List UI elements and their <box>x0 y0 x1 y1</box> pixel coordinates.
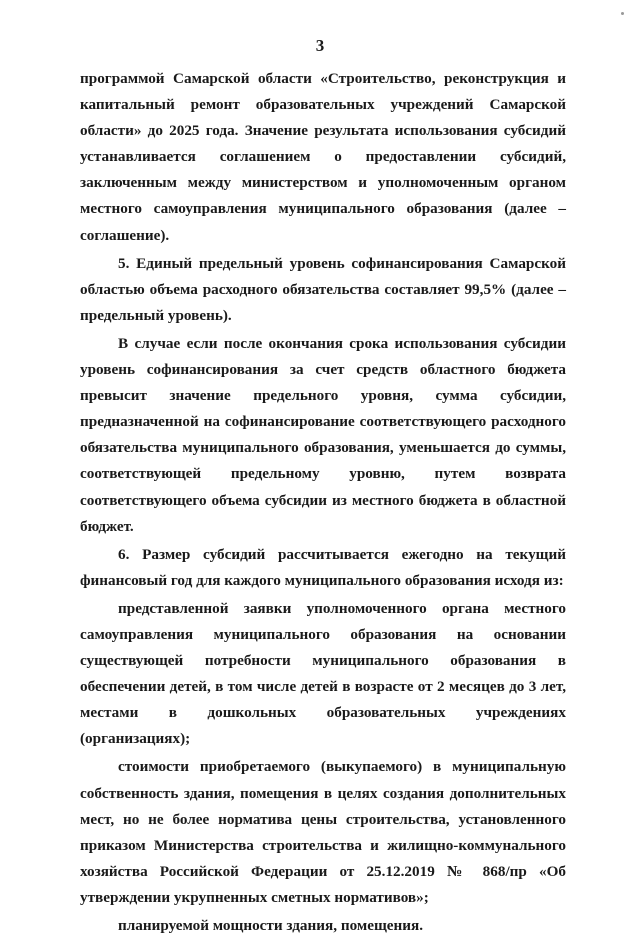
paragraph-item-5: 5. Единый предельный уровень софинансирования Самарской областью объема расходного обязательства составляет 99,5% (далее – предельный уровень). <box>80 254 566 324</box>
paragraph-item-6: 6. Размер субсидий рассчитывается ежегодно на текущий финансовый год для каждого муниципального образования исходя из: <box>80 545 566 589</box>
paragraph-application: представленной заявки уполномоченного органа местного самоуправления муниципального образования на основании существующей потребности муниципального образования в обеспечении детей, в том числе детей в возрасте от 2 месяцев до 3 лет, местами в дошкольных образовательных учреждениях (организациях); <box>80 599 566 748</box>
page-number: 3 <box>315 36 325 55</box>
paragraph-continuation: программой Самарской области «Строительство, реконструкция и капитальный ремонт образовательных учреждений Самарской области» до 2025 года. Значение результата использования субсидий устанавливается соглашением о предоставлении субсидий, заключенным между министерством и уполномоченным органом местного самоуправления муниципального образования (далее – соглашение). <box>80 70 566 244</box>
document-body <box>80 66 566 939</box>
paragraph-building-cost: стоимости приобретаемого (выкупаемого) в муниципальную собственность здания, помещения в целях создания дополнительных мест, но не более норматива цены строительства, установленного приказом Министерства строительства и жилищно-коммунального хозяйства Российской Федерации от 25.12.2019 № 868/пр «Об утверждении укрупненных сметных нормативов»; <box>80 758 566 906</box>
paragraph-planned-capacity: планируемой мощности здания, помещения. <box>118 917 424 934</box>
paragraph-cofinancing-excess: В случае если после окончания срока использования субсидии уровень софинансирования за счет средств областного бюджета превысит значение предельного уровня, сумма субсидии, предназначенной на софинансирование соответствующего расходного обязательства муниципального образования, уменьшается до суммы, соответствующей предельному уровню, путем возврата соответствующего объема субсидии из местного бюджета в областной бюджет. <box>80 334 566 535</box>
scan-speck <box>621 12 624 15</box>
